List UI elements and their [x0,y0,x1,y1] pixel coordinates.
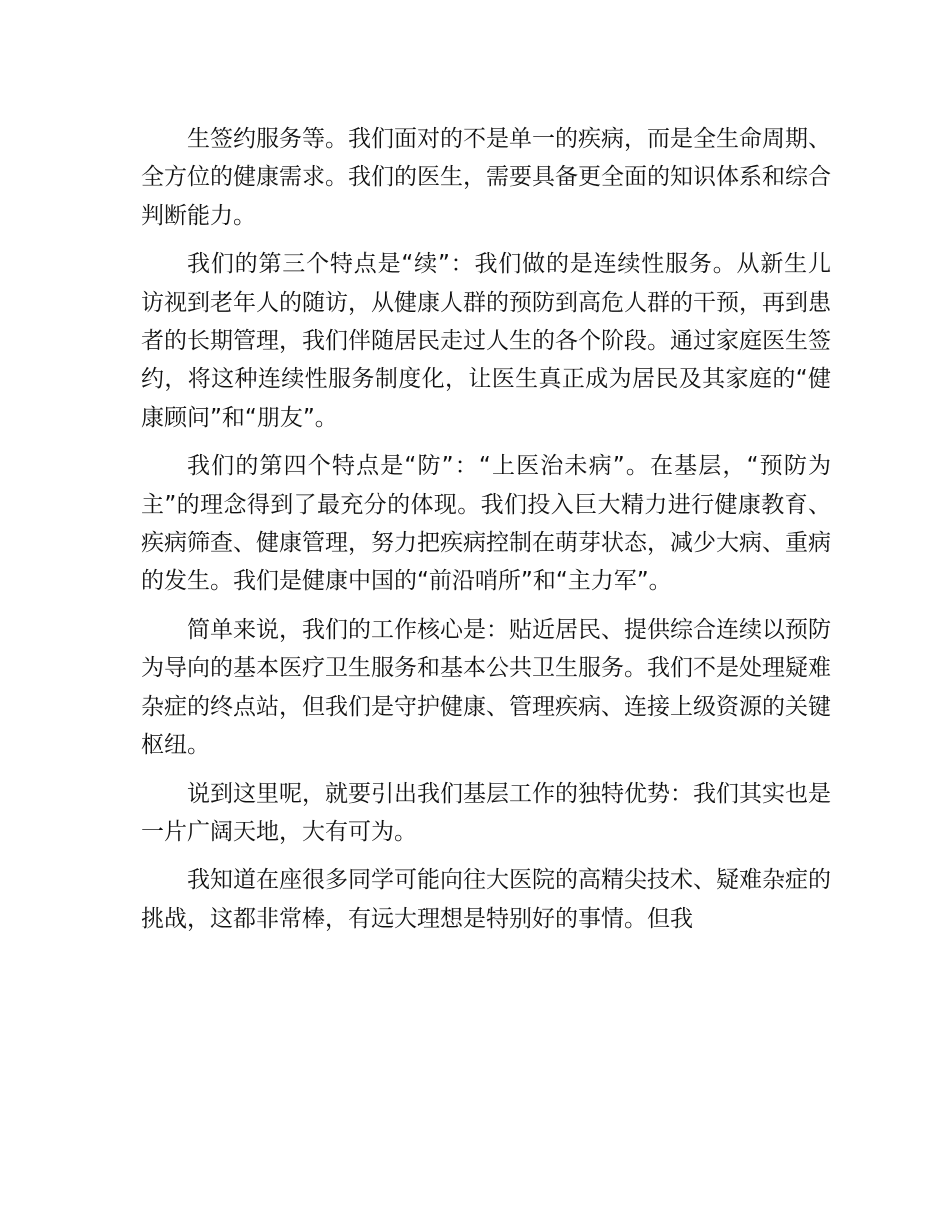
paragraph-1: 生签约服务等。我们面对的不是单一的疾病，而是全生命周期、全方位的健康需求。我们的医生，需要具备更全面的知识体系和综合判断能力。 [141,126,831,229]
paragraph-6: 我知道在座很多同学可能向往大医院的高精尖技术、疑难杂症的挑战，这都非常棒，有远大理想是特别好的事情。但我 [141,867,831,932]
paragraph-5: 说到这里呢，就要引出我们基层工作的独特优势：我们其实也是一片广阔天地，大有可为。 [141,780,831,845]
document-body [141,120,831,948]
paragraph-4: 简单来说，我们的工作核心是：贴近居民、提供综合连续以预防为导向的基本医疗卫生服务和基本公共卫生服务。我们不是处理疑难杂症的终点站，但我们是守护健康、管理疾病、连接上级资源的关键枢纽。 [141,616,831,759]
paragraph-2: 我们的第三个特点是“续”：我们做的是连续性服务。从新生儿访视到老年人的随访，从健康人群的预防到高危人群的干预，再到患者的长期管理，我们伴随居民走过人生的各个阶段。通过家庭医生签约，将这种连续性服务制度化，让医生真正成为居民及其家庭的“健康顾问”和“朋友”。 [141,251,831,431]
paragraph-3: 我们的第四个特点是“防”：“上医治未病”。在基层，“预防为主”的理念得到了最充分的体现。我们投入巨大精力进行健康教育、疾病筛查、健康管理，努力把疾病控制在萌芽状态，减少大病、重病的发生。我们是健康中国的“前沿哨所”和“主力军”。 [141,453,831,595]
